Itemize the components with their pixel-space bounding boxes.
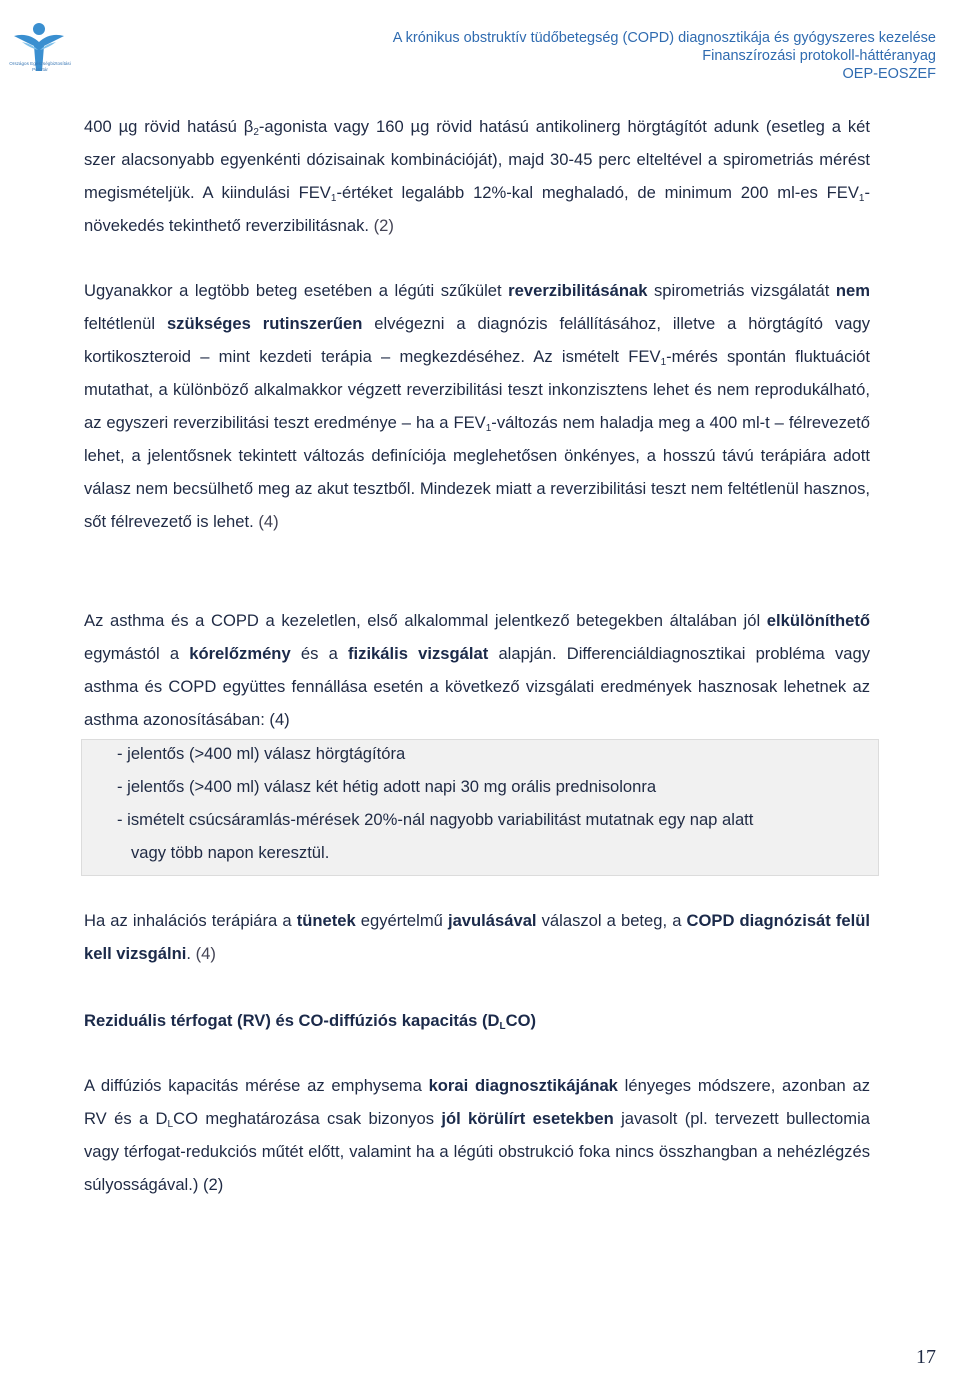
paragraph-1: 400 µg rövid hatású $\beta_2$-agonista vagy 160 µg rövid hatású antikolinerg hörgtágítót adunk (esetleg a két szer alacsonyabb egyenkénti dózisainak kombinációját), majd 30-45 perc elteltével a spirometriás mérést megismételjük. A kiindulási $FEV_1$-értéket legalább 12%-kal meghaladó, de minimum 200 ml-es $FEV_1$-növekedés tekinthető reverzibilitásnak. (2): [84, 117, 871, 235]
logo-text: Országos Egészségbiztosítási Pénztár: [9, 61, 71, 72]
list-item: - jelentős (>400 ml) válasz hörgtágítóra: [117, 744, 406, 763]
paragraph-5: A diffúziós kapacitás mérése az emphysema korai diagnosztikájának lényeges módszere, azonban az RV és a $D_LCO$ meghatározása csak bizonyos jól körülírt esetekben javasolt (pl. tervezett bullectomia vagy térfogat-redukciós műtét előtt, valamint ha a légúti obstrukció foka nincs összhangban a nehézlégzés súlyosságával.) (2): [84, 1076, 871, 1194]
reference: (4): [258, 512, 279, 531]
paragraph-2: Ugyanakkor a legtöbb beteg esetében a légúti szűkület reverzibilitásának spirometriás vizsgálatát nem feltétlenül szükséges rutinszerűen elvégezni a diagnózis felállításához, illetve a hörgtágító vagy kortikoszteroid – mint kezdeti terápia – megkezdéséhez. Az ismételt $FEV_1$-mérés spontán fluktuációt mutathat, a különböző alkalmakkor végzett reverzibilitási teszt inkonzisztens lehet és nem reprodukálható, az egyszeri reverzibilitási teszt eredménye – ha a $FEV_1$-változás nem haladja meg a 400 ml-t – félrevezető lehet, a jelentősnek tekintett változás definíciója meglehetősen önkényes, a hosszú távú terápiára adott válasz nem becsülhető meg az akut tesztből. Mindezek miatt a reverzibilitási teszt nem feltétlenül hasznos, sőt félrevezető is lehet. (4): [84, 281, 870, 531]
paragraph-3: Az asthma és a COPD a kezeletlen, első alkalommal jelentkező betegekben általában jól elkülöníthető egymástól a kórelőzmény és a fizikális vizsgálat alapján. Differenciáldiagnosztikai probléma vagy asthma és COPD együttes fennállása esetén a következő vizsgálati eredmények hasznosak lehetnek az asthma azonosításában: (4): [84, 611, 870, 729]
list-item: - ismételt csúcsáramlás-mérések 20%-nál nagyobb variabilitást mutatnak egy nap alatt: [117, 810, 754, 829]
reference: (4): [195, 944, 216, 963]
section-heading: Reziduális térfogat (RV) és CO-diffúziós kapacitás $(D_LCO)$: [84, 1011, 537, 1032]
paragraph-4: Ha az inhalációs terápiára a tünetek egyértelmű javulásával válaszol a beteg, a COPD diagnózisát felül kell vizsgálni. (4): [84, 911, 871, 963]
header-subtitle: Finanszírozási protokoll-háttéranyag: [702, 48, 936, 64]
header-org: OEP-EOSZEF: [842, 66, 936, 82]
reference: (2): [373, 216, 394, 235]
page-number: 17: [916, 1346, 936, 1368]
list-item: - jelentős (>400 ml) válasz két hétig adott napi 30 mg orális prednisolonra: [117, 777, 657, 796]
list-item-continuation: vagy több napon keresztül.: [131, 843, 330, 862]
header-title: A krónikus obstruktív tüdőbetegség (COPD) diagnosztikája és gyógyszeres kezelése: [392, 30, 936, 46]
